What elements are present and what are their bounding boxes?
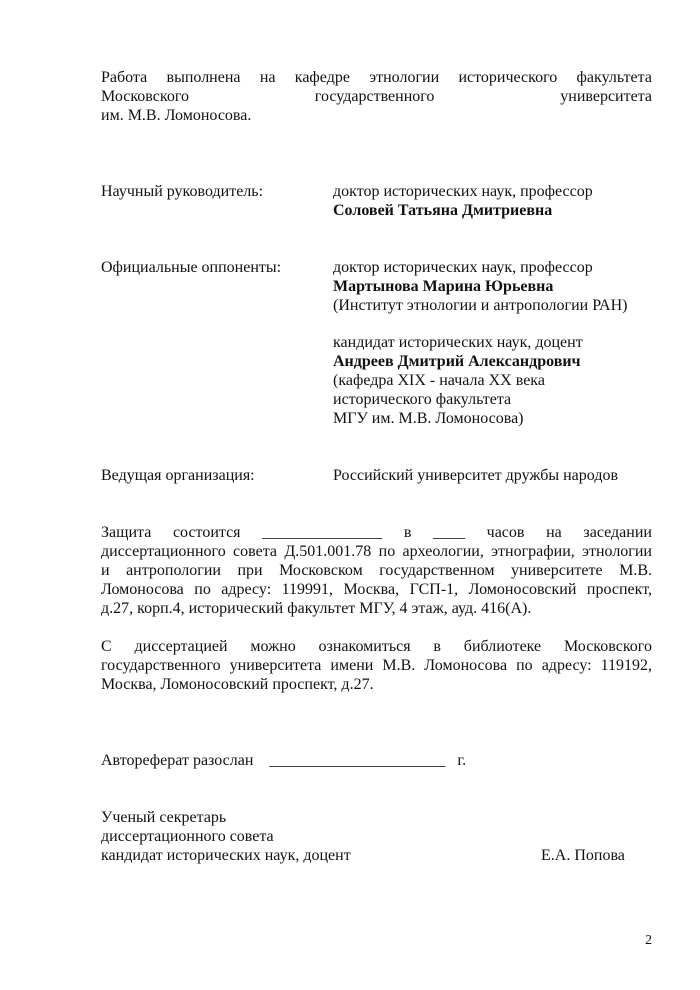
opponent-2-affiliation-line-1: (кафедра XIX - начала XX века <box>333 372 545 389</box>
intro-word: этнологии <box>369 69 440 86</box>
library-word: Московского <box>563 638 652 655</box>
library-line-1 <box>101 637 652 656</box>
defense-word: часов <box>486 524 525 541</box>
opponent-1-affiliation: (Институт этнологии и антропологии РАН) <box>333 297 628 314</box>
intro-word: Работа <box>101 69 148 86</box>
opponent-2-affiliation-line-3: МГУ им. М.В. Ломоносова) <box>333 410 524 427</box>
defense-paragraph <box>101 523 652 618</box>
defense-word: заседании <box>583 524 652 541</box>
secretary-title-line-2: диссертационного совета <box>101 828 274 845</box>
library-word: в <box>433 638 441 655</box>
defense-line-2: диссертационного совета Д.501.001.78 по археологии, этнографии, этнологии <box>101 543 652 560</box>
page-number: 2 <box>645 933 652 948</box>
abstract-sent-year-suffix: г. <box>457 752 467 769</box>
intro-line-2 <box>101 87 652 106</box>
library-word: ознакомиться <box>318 638 411 655</box>
intro-line-1 <box>101 68 652 87</box>
intro-word: университета <box>560 88 652 105</box>
abstract-sent-date-blank: ______________________ <box>269 752 446 769</box>
lead-org-label: Ведущая организация: <box>101 467 255 484</box>
defense-date-blank: _______________ <box>262 524 383 541</box>
intro-word: факультета <box>576 69 652 86</box>
defense-word: в <box>403 524 412 541</box>
defense-line-1 <box>101 523 652 542</box>
supervisor-degree: доктор исторических наук, профессор <box>333 183 593 200</box>
opponent-2-name: Андреев Дмитрий Александрович <box>333 353 581 370</box>
defense-line-5: д.27, корп.4, исторический факультет МГУ, 4 этаж, ауд. 416(А). <box>101 600 532 617</box>
library-word: С <box>101 638 112 655</box>
secretary-name: Е.А. Попова <box>541 847 625 864</box>
secretary-title-line-3: кандидат исторических наук, доцент <box>101 847 351 864</box>
opponent-1-degree: доктор исторических наук, профессор <box>333 259 593 276</box>
defense-line-4: Ломоносова по адресу: 119991, Москва, ГСП-1, Ломоносовский проспект, <box>101 581 652 598</box>
defense-word: Защита <box>101 524 152 541</box>
opponent-1-name: Мартынова Марина Юрьевна <box>333 278 554 295</box>
intro-word: кафедре <box>294 69 350 86</box>
library-line-2: государственного университета имени М.В. Ломоносова по адресу: 119192, <box>101 657 652 674</box>
abstract-sent-line <box>101 751 466 770</box>
defense-word: состоится <box>172 524 241 541</box>
library-word: можно <box>250 638 296 655</box>
opponents-label: Официальные оппоненты: <box>101 259 282 276</box>
secretary-title-line-1: Ученый секретарь <box>101 809 227 826</box>
intro-word: на <box>259 69 276 86</box>
intro-paragraph <box>101 68 652 125</box>
intro-word: исторического <box>458 69 558 86</box>
intro-word: государственного <box>314 88 435 105</box>
opponent-2-degree: кандидат исторических наук, доцент <box>333 334 583 351</box>
defense-line-3: и антропологии при Московском государственном университете М.В. <box>101 562 652 579</box>
intro-word: Московского <box>101 88 189 105</box>
library-line-3: Москва, Ломоносовский проспект, д.27. <box>101 676 374 693</box>
opponent-2-affiliation-line-2: исторического факультета <box>333 391 512 408</box>
defense-time-blank: ____ <box>433 524 466 541</box>
supervisor-name: Соловей Татьяна Дмитриевна <box>333 202 553 219</box>
library-word: библиотеке <box>463 638 542 655</box>
supervisor-label: Научный руководитель: <box>101 183 264 200</box>
defense-word: на <box>546 524 562 541</box>
library-paragraph <box>101 637 652 694</box>
lead-org-value: Российский университет дружбы народов <box>333 467 619 484</box>
intro-word: выполнена <box>166 69 241 86</box>
abstract-sent-label: Автореферат разослан <box>101 752 254 769</box>
intro-line-3: им. М.В. Ломоносова. <box>101 107 252 124</box>
library-word: диссертацией <box>134 638 228 655</box>
